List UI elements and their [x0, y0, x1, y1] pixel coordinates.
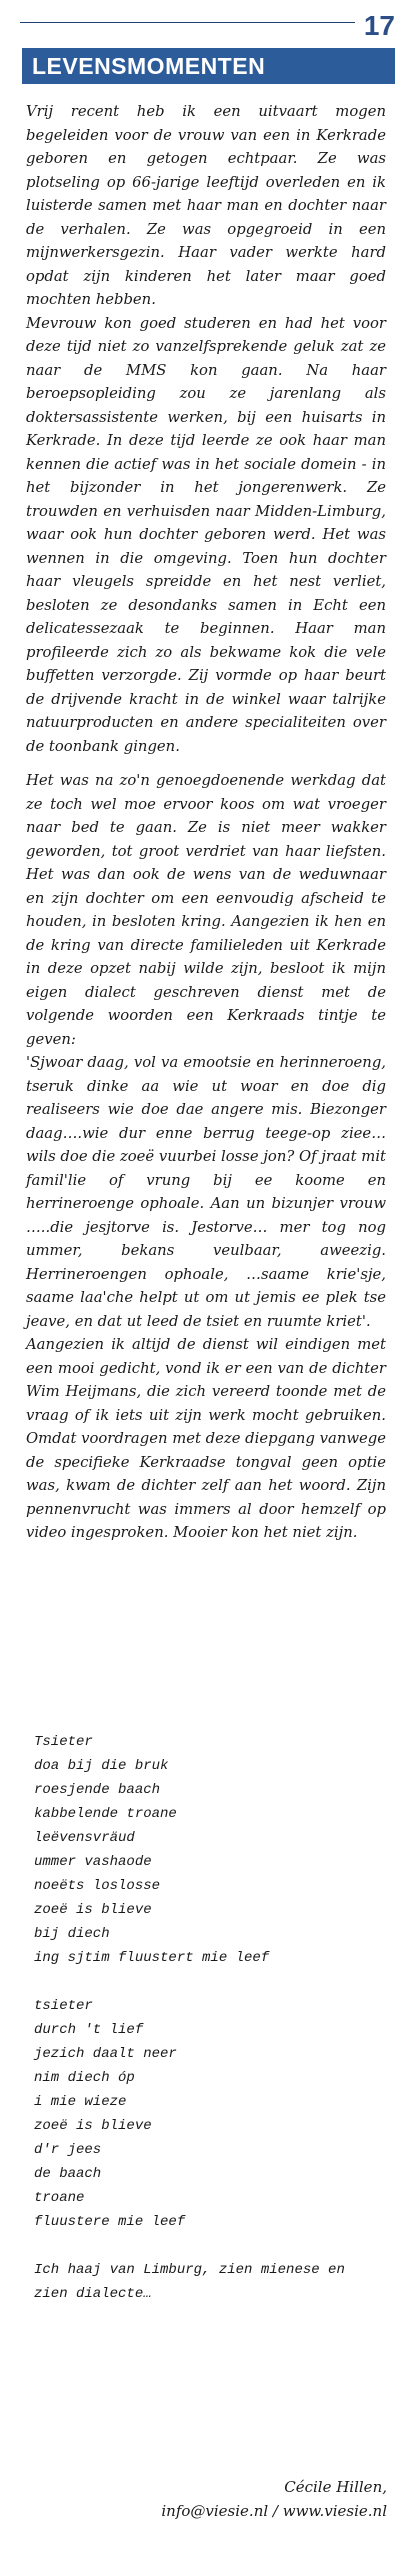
poem-line: durch 't lief [34, 2022, 144, 2038]
closing-line: zien dialecte… [34, 2286, 152, 2302]
poem-line: nim diech óp [34, 2070, 135, 2086]
poem-line: tsieter [34, 1998, 93, 2014]
poem-line: leëvensvräud [34, 1830, 135, 1846]
poem-line: d'r jees [34, 2142, 102, 2158]
article-paragraph-2: Mevrouw kon goed studeren en had het voor deze tijd niet zo vanzelfsprekende geluk zat ze naar de MMS kon gaan. Na haar beroepsopleiding zou ze jarenlang als doktersassistente werken, bij een huisarts in Kerkrade. In deze tijd leerde ze ook haar man kennen die actief was in het sociale domein - in het bijzonder in het jongerenwerk. Ze trouwden en verhuisden naar Midden-Limburg, waar ook hun dochter geboren werd. Het was wennen in die omgeving. Toen hun dochter haar vleugels spreidde en het nest verliet, besloten ze desondanks samen in Echt een delicatessezaak te beginnen. Haar man profileerde zich zo als bekwame kok die vele buffetten verzorgde. Zij vormde op haar beurt de drijvende kracht in de winkel waar talrijke natuurproducten en andere specialiteiten over de toonbank gingen. [26, 314, 386, 755]
poem-line: de baach [34, 2166, 102, 2182]
poem-line: kabbelende troane [34, 1806, 177, 1822]
poem-stanza-1 [34, 1730, 384, 1970]
author-contact: info@viesie.nl / www.viesie.nl [161, 2502, 387, 2520]
poem-line: jezich daalt neer [34, 2046, 177, 2062]
poem-stanza-2 [34, 1994, 384, 2234]
poem-line: bij diech [34, 1926, 110, 1942]
article-body [26, 100, 386, 1556]
poem-line: ummer vashaode [34, 1854, 152, 1870]
author-name: Cécile Hillen, [284, 2478, 387, 2496]
article-paragraph-1: Vrij recent heb ik een uitvaart mogen begeleiden voor de vrouw van een in Kerkrade geboren en getogen echtpaar. Ze was plotseling op 66-jarige leeftijd overleden en ik luisterde samen met haar man en dochter naar de verhalen. Ze was opgegroeid in een mijnwerkersgezin. Haar vader werkte hard opdat zijn kinderen het later maar goed mochten hebben. [26, 103, 386, 308]
page-number: 17 [363, 10, 395, 41]
poem-line: i mie wieze [34, 2094, 127, 2110]
poem-line: noeëts loslosse [34, 1878, 161, 1894]
poem-line: fluustere mie leef [34, 2214, 186, 2230]
article-paragraph-3: Het was na zo'n genoegdoenende werkdag dat ze toch wel moe ervoor koos om wat vroeger naar bed te gaan. Ze is niet meer wakker geworden, tot groot verdriet van haar liefsten. Het was dan ook de wens van de weduwnaar en zijn dochter om een eenvoudig afscheid te houden, in besloten kring. Aangezien ik hen en de kring van directe familieleden uit Kerkrade in deze opzet nabij wilde zijn, besloot ik mijn eigen dialect geschreven dienst met de volgende woorden een Kerkraads tintje te geven: [26, 772, 386, 1048]
dialect-quote: 'Sjwoar daag, vol va emootsie en herinneroeng, tseruk dinke aa wie ut woar en doe dig realiseers wie doe dae angere mis. Biezonger daag….wie dur enne berrug teege-op ziee… wils doe die zoeë vuurbei losse jon? Of jraat mit famil'lie of vrung bij ee koome en herrineroenge ophoale. Aan un bizunjer vrouw …..die jesjtorve is. Jestorve… mer tog nog ummer, bekans veulbaar, aweezig. Herrineroengen ophoale, …saame krie'sje, saame laa'che helpt ut om ut jemis ee plek tse jeave, en dat ut leed de tsiet en ruumte kriet'. [26, 1054, 386, 1330]
closing-line: Ich haaj van Limburg, zien mienese en [34, 2262, 345, 2278]
poem [34, 1730, 384, 2306]
poem-line: doa bij die bruk [34, 1758, 169, 1774]
poem-line: zoeë is blieve [34, 2118, 152, 2134]
header-rule [20, 22, 355, 23]
poem-line: troane [34, 2190, 85, 2206]
article-paragraph-5: Aangezien ik altijd de dienst wil eindigen met een mooi gedicht, vond ik er een van de dichter Wim Heijmans, die zich vereerd toonde met de vraag of ik iets uit zijn werk mocht gebruiken. Omdat voordragen met deze diepgang vanwege de specifieke Kerkraadse tongval geen optie was, kwam de dichter zelf aan het woord. Zijn pennenvrucht was immers al door hemzelf op video ingesproken. Mooier kon het niet zijn. [26, 1336, 386, 1541]
poem-line: roesjende baach [34, 1782, 161, 1798]
section-title-banner: LEVENSMOMENTEN [22, 48, 395, 84]
author-signature [161, 2475, 387, 2523]
poem-closing [34, 2258, 384, 2306]
poem-line: Tsieter [34, 1734, 93, 1750]
poem-line: ing sjtim fluustert mie leef [34, 1950, 270, 1966]
poem-line: zoeë is blieve [34, 1902, 152, 1918]
